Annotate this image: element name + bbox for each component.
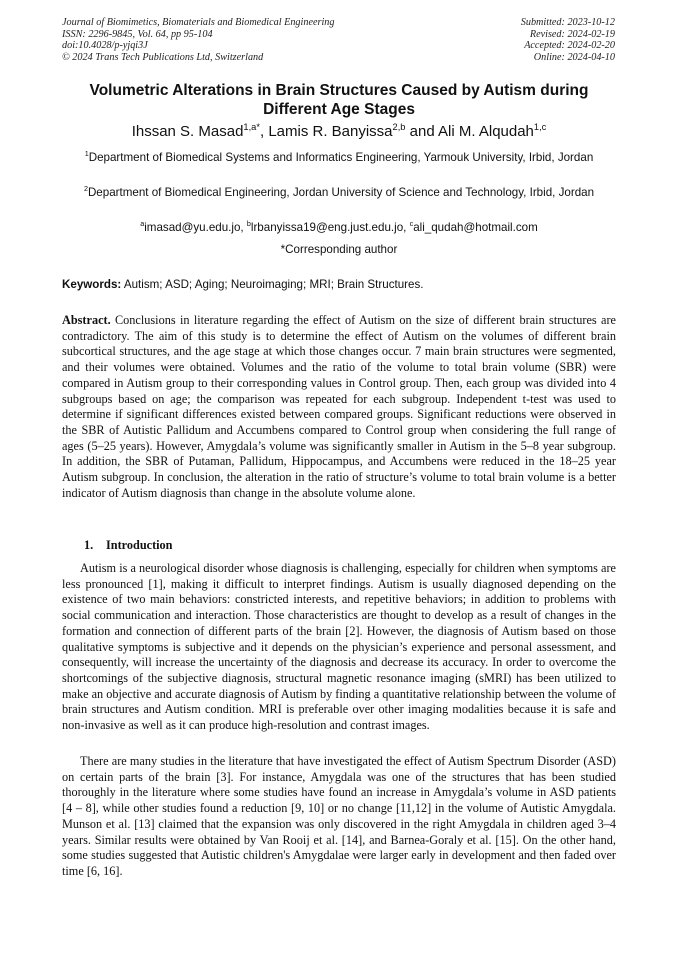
affiliation-2 xyxy=(80,185,598,202)
keywords-text: Autism; ASD; Aging; Neuroimaging; MRI; Brain Structures. xyxy=(121,278,424,291)
journal-doi[interactable]: doi:10.4028/p-yjqi3J xyxy=(62,40,148,52)
date-accepted: Accepted: 2024-02-20 xyxy=(524,40,615,52)
intro-paragraph-2: There are many studies in the literature that have investigated the effect of Autism Spectrum Disorder (ASD) on certain parts of the brain [3]. For instance, Amygdala was one of the structures that has been studied thoroughly in the literature where some studies have found an increase in Amygdala’s volume in ASD patients [4 – 8], while other studies found a reduction [9, 10] or no change [11,12] in the volume of Autistic Amygdala. Munson et al. [13] claimed that the expansion was only discovered in the right Amygdala in children aged 3–4 years. Similar results were obtained by Van Rooij et al. [14], and Barnea-Goraly et al. [15]. On the other hand, some studies suggested that Autistic children's Amygdalae were larger early in development and then faded over time [6, 16]. xyxy=(62,754,616,878)
email-a[interactable]: imasad@yu.edu.jo, xyxy=(144,221,247,234)
author-2-affil: 2,b xyxy=(392,122,406,132)
author-separator: and xyxy=(405,123,439,140)
paper-title: Volumetric Alterations in Brain Structures Caused by Autism during Different Age Stages xyxy=(89,82,589,118)
author-3: Ali M. Alqudah xyxy=(438,123,534,140)
corresponding-author-note: *Corresponding author xyxy=(280,243,398,256)
intro-paragraph-1: Autism is a neurological disorder whose diagnosis is challenging, especially for children when symptoms are less pronounced [1], making it difficult to interpret findings. Autism is usually diagnosed depending on the existence of two main behaviors: constricted interests, and repetitive behaviors; in addition to problems with social communication and interaction. Those characteristics are thought to develop as a result of changes in the formation and connection of different parts of the brain [2]. However, the diagnosis of Autism based on those qualitative symptoms is subjective and it depends on the physician’s experience and personal assessment, and consequently, will increase the uncertainty of the diagnosis and decrease its accuracy. In order to overcome the shortcomings of the subjective diagnosis, structural magnetic resonance imaging (sMRI) has been utilized to make an objective and accurate diagnosis of Autism by finding a quantitative relationship between the volume of brain structures and Autism condition. MRI is preferable over other imaging modalities because it is safe and non-invasive as well as it can produce high-resolution and contrast images. xyxy=(62,561,616,733)
author-1: Ihssan S. Masad xyxy=(131,123,244,140)
email-list xyxy=(62,220,616,236)
affiliation-2-mark: 2 xyxy=(83,184,88,194)
affiliation-1-mark: 1 xyxy=(84,149,89,159)
abstract xyxy=(62,313,616,501)
section-heading-introduction xyxy=(84,537,172,553)
date-revised: Revised: 2024-02-19 xyxy=(529,28,615,40)
date-online: Online: 2024-04-10 xyxy=(533,51,615,63)
email-c-mark: c xyxy=(409,219,414,229)
affiliation-1 xyxy=(80,150,598,167)
email-a-mark: a xyxy=(140,219,145,229)
keywords-label: Keywords: xyxy=(62,278,122,291)
author-3-affil: 1,c xyxy=(533,122,547,132)
section-number: 1. xyxy=(84,538,94,552)
email-b[interactable]: lrbanyissa19@eng.just.edu.jo, xyxy=(250,221,410,234)
abstract-label: Abstract. xyxy=(62,313,111,327)
date-submitted: Submitted: 2023-10-12 xyxy=(520,17,615,28)
journal-issn: ISSN: 2296-9845, Vol. 64, pp 95-104 xyxy=(62,28,213,40)
abstract-text: Conclusions in literature regarding the effect of Autism on the size of different brain structures are contradictory. The aim of this study is to determine the effect of Autism on the volumes of different brain subcortical structures, and the age stage at which those changes occur. 7 main brain structures were segmented, and their volumes were obtained. Volumes and the ratio of the volume to total brain volume (SBR) were compared in Autism group to their corresponding values in Control group. Then, each group was divided into 4 subgroups based on age; the comparison was repeated for each subgroup. Independent t-test was used to determine if significant differences existed between compared groups. Significant reductions were observed in the SBR of Autistic Pallidum and Accumbens compared to Control group when considering the full range of ages (5–25 years). However, Amygdala’s volume was significantly smaller in Autism in the 5–8 year subgroup. In addition, the SBR of Putaman, Pallidum, Hippocampus, and Accumbens were reduced in the 18–25 year Autism subgroup. In conclusion, the alteration in the ratio of structure’s volume to total brain volume is a better indicator of Autism diagnosis than change in the absolute volume alone. xyxy=(62,313,616,500)
author-list xyxy=(62,122,616,141)
section-title: Introduction xyxy=(106,538,173,552)
author-separator: , xyxy=(259,123,269,140)
journal-name: Journal of Biomimetics, Biomaterials and Biomedical Engineering xyxy=(62,17,335,28)
author-2: Lamis R. Banyissa xyxy=(268,123,393,140)
journal-header xyxy=(62,17,334,63)
journal-copyright: © 2024 Trans Tech Publications Ltd, Switzerland xyxy=(62,51,264,63)
affiliation-1-text: Department of Biomedical Systems and Informatics Engineering, Yarmouk University, Irbid, Jordan xyxy=(88,151,594,164)
dates-header xyxy=(521,17,615,63)
keywords xyxy=(62,277,616,293)
email-b-mark: b xyxy=(246,219,251,229)
author-1-affil: 1,a* xyxy=(243,122,260,132)
affiliation-2-text: Department of Biomedical Engineering, Jordan University of Science and Technology, Irbid, Jordan xyxy=(87,186,595,199)
email-c[interactable]: ali_qudah@hotmail.com xyxy=(413,221,538,234)
